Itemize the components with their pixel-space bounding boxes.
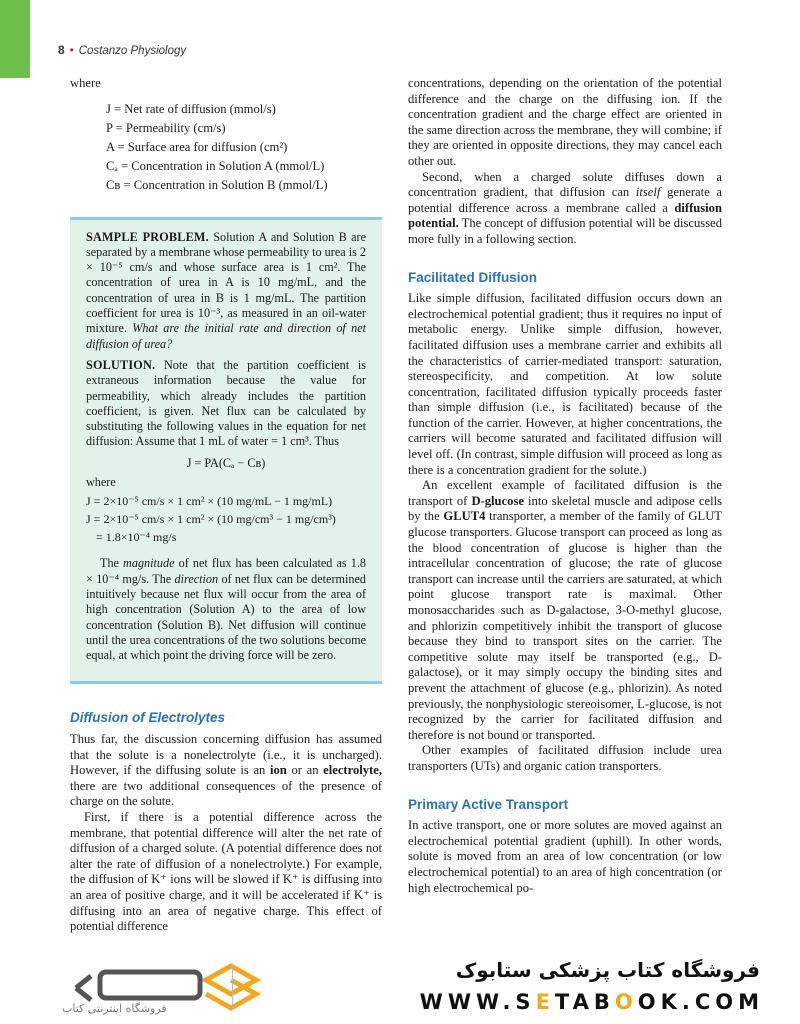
definition-p: P = Permeability (cm/s): [106, 120, 226, 135]
solution-text: [86, 358, 366, 450]
url-text: TAB: [554, 990, 615, 1014]
text-run: there are two additional consequences of the presence of charge on the solute.: [70, 778, 382, 809]
url-text: WWW.S: [419, 990, 536, 1014]
solution-body: Note that the partition coefficient is extraneous information because the value for permeability, which already includes the partition coefficient, is given. Net flux can be calculated by substituting the following values in the equation for net diffusion: Assume that 1 mL of water = 1 cm³. Thus: [86, 357, 366, 449]
sample-problem-label: SAMPLE PROBLEM.: [86, 229, 209, 244]
definition-ca: Cₐ = Concentration in Solution A (mmol/L): [106, 158, 325, 173]
text-run: into skeletal muscle and adipose cells by the: [408, 493, 722, 524]
header-bullet-icon: •: [69, 45, 74, 57]
text-run: Second, when a charged solute diffuses down a concentration gradient, that diffusion can: [408, 169, 722, 200]
calc-step-2: J = 2×10⁻⁵ cm/s × 1 cm² × (10 mg/cm³ − 1 mg/cm³): [86, 512, 336, 527]
continued-paragraph: concentrations, depending on the orientation of the potential difference and the charge on the diffusing ion. If the concentration gradient and the charge effect are oriented in the same direction across the membrane, they will combine; if they are oriented in opposite directions, they may cancel each other out.: [408, 76, 722, 168]
calculation-steps: [86, 492, 366, 546]
variable-definitions: [106, 100, 382, 195]
sample-problem-text: [86, 230, 366, 352]
definition-cb: Cʙ = Concentration in Solution B (mmol/L): [106, 177, 328, 192]
section-heading-facilitated: Facilitated Diffusion: [408, 269, 538, 285]
store-name: فروشگاه کتاب پزشکی ستابوک: [455, 958, 760, 982]
store-url[interactable]: [420, 990, 764, 1014]
section-heading-electrolytes: Diffusion of Electrolytes: [70, 710, 226, 726]
page-number: 8: [58, 43, 65, 57]
logo-divider: [232, 966, 233, 1010]
facilitated-paragraph-2: [408, 478, 722, 743]
sample-problem-question: What are the initial rate and direction of net diffusion of urea?: [86, 321, 366, 351]
term-diffusion-potential: diffusion potential.: [408, 200, 722, 231]
logo-caption: فروشگاه اینترنتی کتاب: [62, 1002, 167, 1015]
text-run: Thus far, the discussion concerning diffusion has assumed that the solute is a nonelectrolyte (i.e., it is uncharged). However, if the diffusing solute is an: [70, 732, 382, 778]
text-run: transporter, a member of the family of GLUT glucose transporters. Glucose transport can proceed as long as the blood concentration of glucose is higher than the intracellular concentration of glucose; the rate of glucose transport can increase until the carriers are saturated, at which point glucose transport rate is maximal. Other monosaccharides such as D-galactose, 3-O-methyl glucose, and phlorizin competitively inhibit the transport of glucose because they bind to transport sites on the carrier. The competitive solute may itself be transported (e.g., D-galactose), or it may simply occupy the binding sites and prevent the attachment of glucose (e.g., phlorizin). As noted previously, the nonphysiologic stereoisomer, L-glucose, is not recognized by the carrier for facilitated diffusion and therefore is not bound or transported.: [408, 509, 722, 742]
calc-step-1: J = 2×10⁻⁵ cm/s × 1 cm² × (10 mg/mL − 1 mg/mL): [86, 494, 333, 509]
definition-a: A = Surface area for diffusion (cm²): [106, 139, 288, 154]
active-paragraph-1: In active transport, one or more solutes are moved against an electrochemical potential gradient (uphill). In other words, solute is moved from an area of low concentration (or low electrochemical potential) to an area of high concentration (or high electrochemical po-: [408, 818, 722, 895]
text-run: An excellent example of facilitated diffusion is the transport of: [408, 478, 722, 508]
text-run: generate a potential difference across a membrane called a: [408, 185, 722, 215]
conclusion-text: [86, 556, 366, 663]
electrolytes-paragraph-1: [70, 732, 382, 810]
section-heading-active: Primary Active Transport: [408, 796, 569, 812]
running-header: [58, 43, 186, 57]
conclusion-direction: direction: [174, 571, 219, 586]
conclusion-part: of net flux has been calculated as 1.8 × 10⁻⁴ mg/s. The: [86, 556, 366, 586]
where-label: where: [70, 76, 101, 90]
url-text: OK.COM: [637, 990, 764, 1014]
term-ion: ion: [270, 763, 287, 778]
left-column: [70, 76, 382, 935]
facilitated-paragraph-1: Like simple diffusion, facilitated diffusion occurs down an electrochemical potential gradient; thus it requires no input of metabolic energy. Unlike simple diffusion, however, facilitated diffusion uses a membrane carrier and exhibits all the characteristics of carrier-mediated transport: saturation, stereospecificity, and competition. At low solute concentration, facilitated diffusion typically proceeds faster than simple diffusion (i.e., is facilitated) because of the function of the carrier. However, at higher concentrations, the carriers will become saturated and facilitated diffusion will level off. (In contrast, simple diffusion will proceed as long as there is a concentration gradient for the solute.): [408, 291, 722, 477]
net-flux-equation: J = PA(Cₐ − Cʙ): [186, 455, 266, 470]
term-d-glucose: D-glucose: [471, 493, 524, 508]
url-accent: E: [535, 990, 555, 1014]
term-glut4: GLUT4: [443, 509, 486, 524]
electrolytes-paragraph-2: First, if there is a potential difference across the membrane, that potential difference will alter the net rate of diffusion of a charged solute. (A potential difference does not alter the rate of diffusion of a nonelectrolyte.) For example, the diffusion of K⁺ ions will be slowed if K⁺ is diffusing into an area of positive charge, and it will be accelerated if K⁺ is diffusing into an area of negative charge. This effect of potential difference: [70, 809, 382, 934]
sample-problem-body: Solution A and Solution B are separated by a membrane whose permeability to urea is 2 × 10⁻⁵ cm/s and whose surface area is 1 cm². The concentration of urea in A is 10 mg/mL, and the concentration of urea in B is 1 mg/mL. The partition coefficient for urea is 10⁻³, as measured in an oil-water mixture.: [86, 229, 367, 336]
calc-result: = 1.8×10⁻⁴ mg/s: [96, 530, 177, 545]
emphasis-itself: itself: [635, 185, 661, 200]
conclusion-part: of net flux can be determined intuitively because net flux will occur from the area of high concentration (Solution A) to the area of low concentration (Solution B). Net diffusion will continue until the urea concentrations of the two solutions become equal, at which point the driving force will be zero.: [86, 571, 366, 663]
facilitated-paragraph-3: Other examples of facilitated diffusion include urea transporters (UTs) and organic cation transporters.: [408, 743, 722, 773]
chapter-color-tab: [0, 0, 30, 78]
term-electrolyte: electrolyte,: [323, 763, 382, 778]
sample-problem-box: [70, 217, 382, 685]
conclusion-part: The: [100, 556, 124, 571]
where-label-2: where: [86, 475, 116, 490]
conclusion-magnitude: magnitude: [123, 556, 175, 571]
solution-label: SOLUTION.: [86, 357, 156, 372]
definition-j: J = Net rate of diffusion (mmol/s): [106, 101, 276, 116]
book-title: Costanzo Physiology: [78, 45, 187, 57]
text-run: The concept of diffusion potential will be discussed more fully in a following section.: [408, 216, 722, 246]
right-column: [408, 76, 722, 896]
text-run: or an: [286, 763, 324, 778]
url-accent: O: [614, 990, 638, 1014]
diffusion-potential-paragraph: [408, 170, 722, 248]
